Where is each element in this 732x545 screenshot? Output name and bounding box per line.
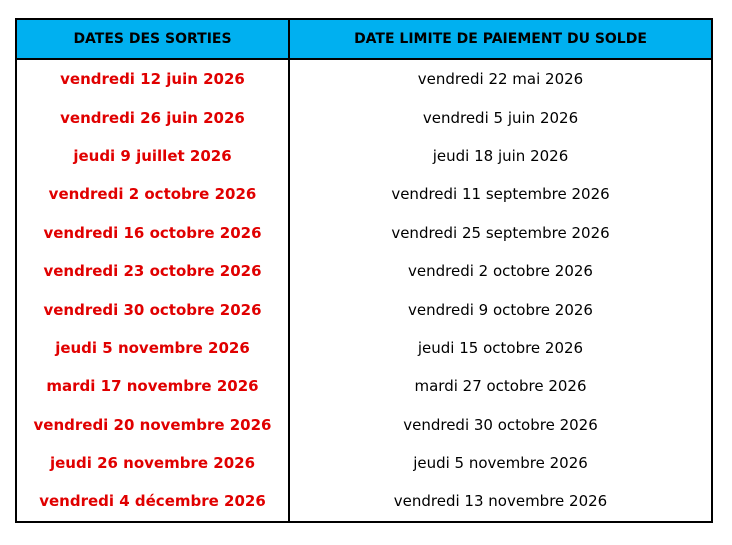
payment-deadline-cell: jeudi 5 novembre 2026 xyxy=(413,454,588,473)
table-body xyxy=(17,60,711,521)
payment-deadline-cell: jeudi 18 juin 2026 xyxy=(432,146,569,165)
table-row xyxy=(17,329,711,367)
payment-deadline-cell: jeudi 15 octobre 2026 xyxy=(417,338,584,357)
table-row xyxy=(17,482,711,520)
table-row xyxy=(17,290,711,328)
dates-table xyxy=(15,18,713,523)
payment-deadline-cell: vendredi 5 juin 2026 xyxy=(422,108,579,127)
outing-date-cell: jeudi 26 novembre 2026 xyxy=(17,444,290,482)
payment-deadline-cell: mardi 27 octobre 2026 xyxy=(414,377,587,396)
header-dates-sorties: DATES DES SORTIES xyxy=(17,20,290,58)
outing-date-cell: jeudi 9 juillet 2026 xyxy=(17,137,290,175)
outing-date-cell: vendredi 12 juin 2026 xyxy=(17,60,290,98)
outing-date-cell: vendredi 23 octobre 2026 xyxy=(17,252,290,290)
payment-deadline-cell: vendredi 22 mai 2026 xyxy=(417,70,584,89)
outing-date-cell: mardi 17 novembre 2026 xyxy=(17,367,290,405)
outing-date-cell: vendredi 4 décembre 2026 xyxy=(17,482,290,520)
outing-date-cell: vendredi 2 octobre 2026 xyxy=(17,175,290,213)
payment-deadline-cell: vendredi 9 octobre 2026 xyxy=(408,300,593,319)
payment-deadline-cell: vendredi 25 septembre 2026 xyxy=(391,223,610,242)
header-date-limite-paiement: DATE LIMITE DE PAIEMENT DU SOLDE xyxy=(354,31,647,47)
table-row xyxy=(17,444,711,482)
table-row xyxy=(17,98,711,136)
outing-date-cell: vendredi 30 octobre 2026 xyxy=(17,290,290,328)
outing-date-cell: jeudi 5 novembre 2026 xyxy=(17,329,290,367)
payment-deadline-cell: vendredi 13 novembre 2026 xyxy=(393,492,608,511)
table-row xyxy=(17,137,711,175)
payment-deadline-cell: vendredi 30 octobre 2026 xyxy=(403,415,598,434)
payment-deadline-cell: vendredi 2 octobre 2026 xyxy=(408,262,593,281)
table-row xyxy=(17,252,711,290)
outing-date-cell: vendredi 16 octobre 2026 xyxy=(17,214,290,252)
table-row xyxy=(17,214,711,252)
table-row xyxy=(17,175,711,213)
outing-date-cell: vendredi 26 juin 2026 xyxy=(17,98,290,136)
table-header-row xyxy=(17,20,711,60)
table-row xyxy=(17,60,711,98)
table-row xyxy=(17,406,711,444)
payment-deadline-cell: vendredi 11 septembre 2026 xyxy=(391,185,610,204)
outing-date-cell: vendredi 20 novembre 2026 xyxy=(17,406,290,444)
table-row xyxy=(17,367,711,405)
